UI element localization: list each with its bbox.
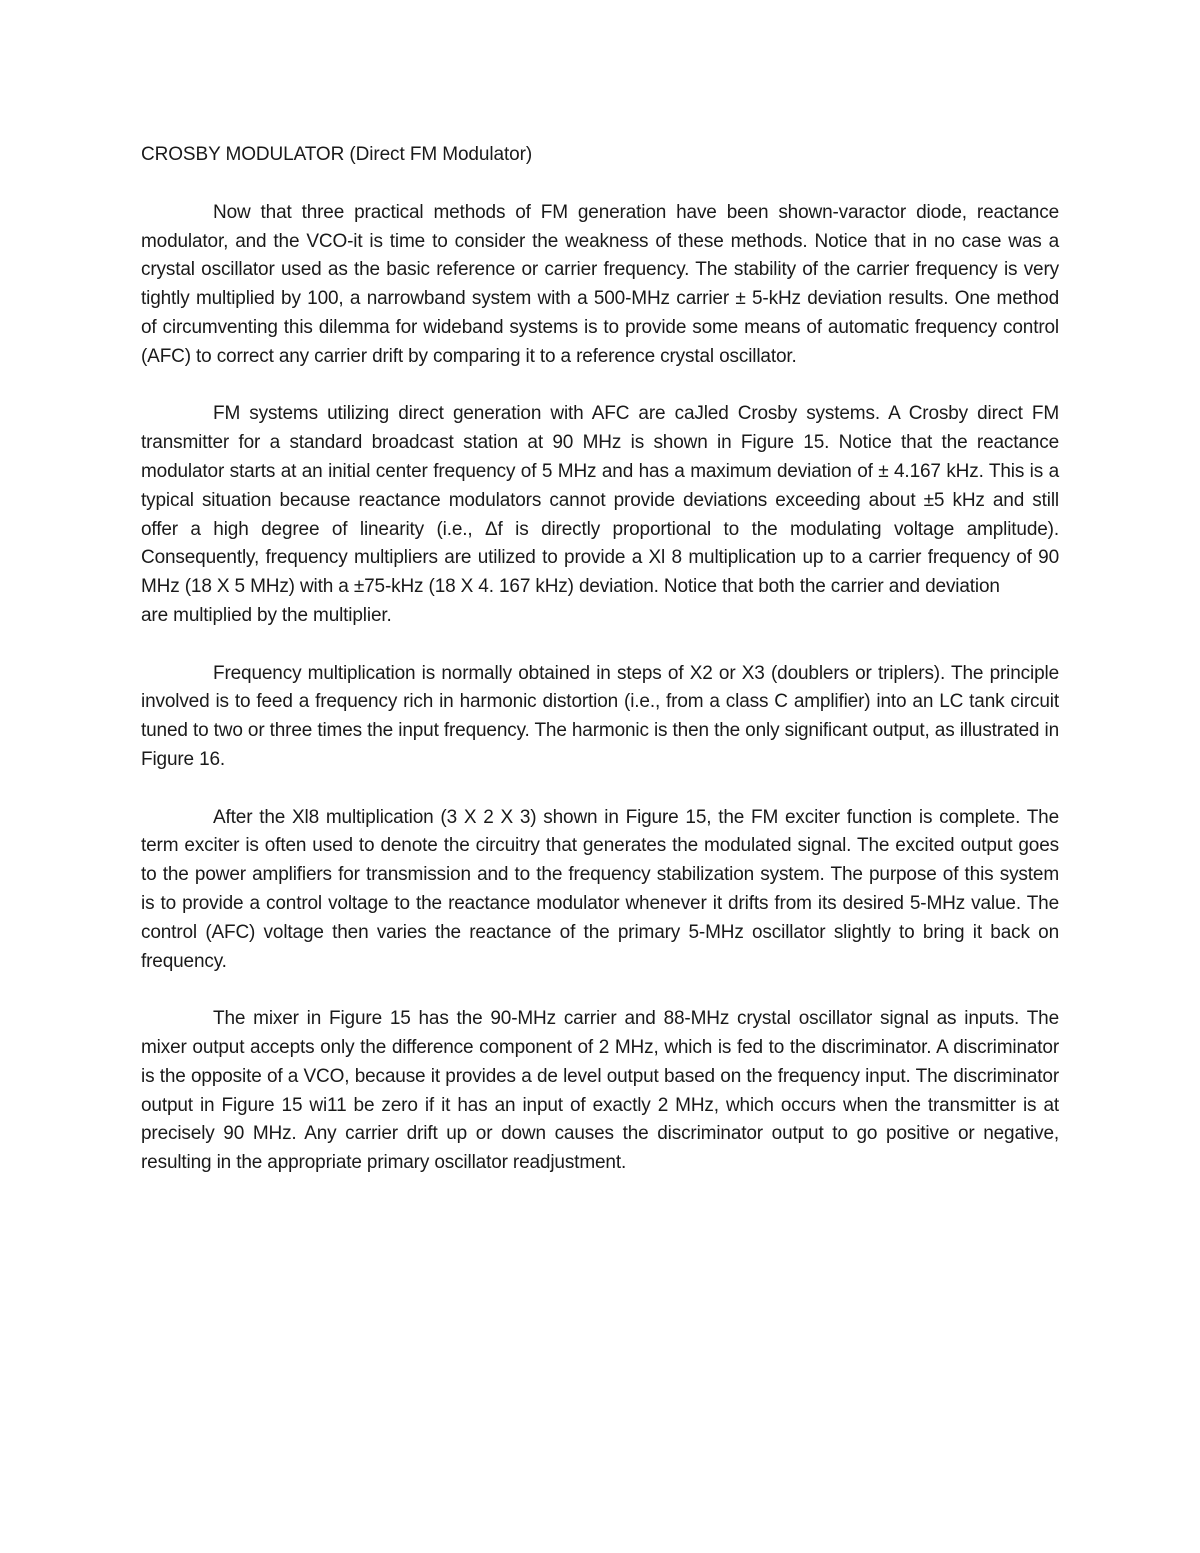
paragraph-intro xyxy=(141,199,1059,372)
paragraph-text: are multiplied by the multiplier. xyxy=(141,604,392,626)
document-body xyxy=(141,141,1059,1178)
paragraph-text: FM systems utilizing direct generation with AFC are caJled Crosby systems. A Crosby direct FM transmitter for a standard broadcast station at 90 MHz is shown in Figure 15. Notice that the reactance modulator starts at an initial center frequency of 5 MHz and has a maximum deviation of ± 4.167 kHz. This is a typical situation because reactance modulators cannot provide deviations exceeding about ±5 kHz and still offer a high degree of linearity (i.e., Δf is directly proportional to the modulating voltage amplitude). Consequently, frequency multipliers are utilized to provide a Xl 8 multiplication up to a carrier frequency of 90 MHz (18 X 5 MHz) with a ±75-kHz (18 X 4. 167 kHz) deviation. Notice that both the carrier and deviation xyxy=(141,403,1059,598)
paragraph-frequency-multiplication xyxy=(141,660,1059,775)
paragraph-mixer xyxy=(141,1005,1059,1178)
paragraph-crosby-systems-tail xyxy=(141,602,1059,631)
paragraph-text: Now that three practical methods of FM generation have been shown-varactor diode, reactance modulator, and the VCO-it is time to consider the weakness of these methods. Notice that in no case was a crystal oscillator used as the basic reference or carrier frequency. The stability of the carrier frequency is very tightly multiplied by 100, a narrowband system with a 500-MHz carrier ± 5-kHz deviation results. One method of circumventing this dilemma for wideband systems is to provide some means of automatic frequency control (AFC) to correct any carrier drift by comparing it to a reference crystal oscillator. xyxy=(141,201,1059,367)
paragraph-crosby-systems xyxy=(141,400,1059,602)
paragraph-text: The mixer in Figure 15 has the 90-MHz carrier and 88-MHz crystal oscillator signal as inputs. The mixer output accepts only the difference component of 2 MHz, which is fed to the discriminator. A discriminator is the opposite of a VCO, because it provides a de level output based on the frequency input. The discriminator output in Figure 15 wi11 be zero if it has an input of exactly 2 MHz, which occurs when the transmitter is at precisely 90 MHz. Any carrier drift up or down causes the discriminator output to go positive or negative, resulting in the appropriate primary oscillator readjustment. xyxy=(141,1008,1059,1174)
document-title: CROSBY MODULATOR (Direct FM Modulator) xyxy=(141,144,533,165)
paragraph-text: Frequency multiplication is normally obtained in steps of X2 or X3 (doublers or triplers). The principle involved is to feed a frequency rich in harmonic distortion (i.e., from a class C amplifier) into an LC tank circuit tuned to two or three times the input frequency. The harmonic is then the only significant output, as illustrated in Figure 16. xyxy=(141,662,1059,770)
paragraph-exciter xyxy=(141,804,1059,977)
paragraph-text: After the Xl8 multiplication (3 X 2 X 3) shown in Figure 15, the FM exciter function is complete. The term exciter is often used to denote the circuitry that generates the modulated signal. The excited output goes to the power amplifiers for transmission and to the frequency stabilization system. The purpose of this system is to provide a control voltage to the reactance modulator whenever it drifts from its desired 5-MHz value. The control (AFC) voltage then varies the reactance of the primary 5-MHz oscillator slightly to bring it back on frequency. xyxy=(141,806,1059,972)
